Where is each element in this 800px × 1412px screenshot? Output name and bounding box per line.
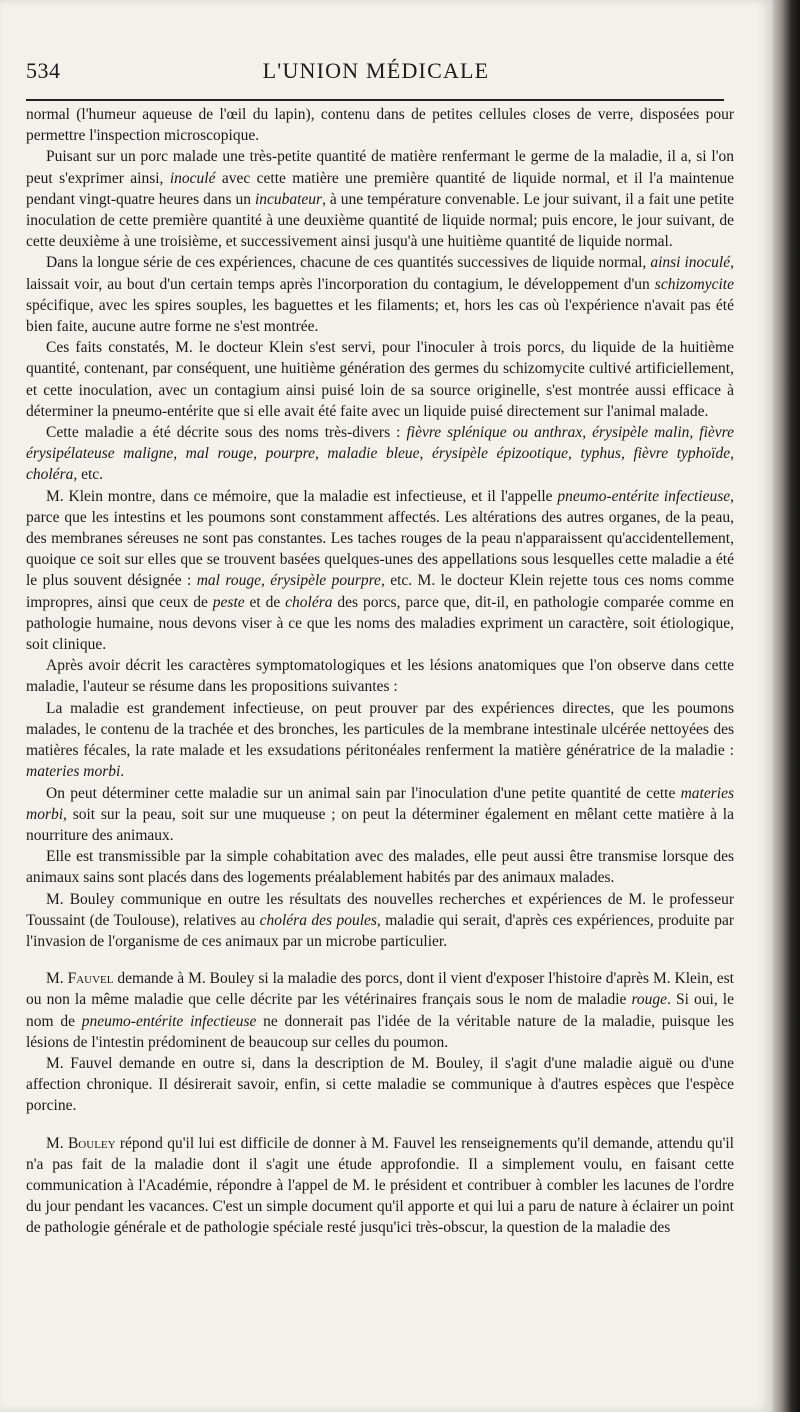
text-run: et de (244, 593, 286, 611)
text-run: , soit sur la peau, soit sur une muqueuse ; on peut la déterminer également en mêlant cette matière à la nourriture des animaux. (26, 805, 734, 844)
paragraph (26, 655, 734, 697)
article-body (26, 104, 734, 1239)
paragraph (26, 252, 734, 337)
italic-text: pneumo-entérite infectieuse (557, 487, 731, 505)
italic-text: materies morbi (26, 784, 734, 823)
text-run: demande à M. Bouley si la maladie des porcs, dont il vient d'exposer l'histoire d'après M. Klein, est ou non la même maladie que celle décrite par les vétérinaires français sous le nom de maladie (26, 970, 734, 1009)
text-run: normal (l'humeur aqueuse de l'œil du lapin), contenu dans de petites cellules closes de verre, disposées pour permettre l'inspection microscopique. (26, 106, 734, 145)
page-header (26, 58, 726, 88)
page-number: 534 (26, 58, 61, 83)
italic-text: incubateur (254, 190, 323, 208)
text-run: La maladie est grandement infectieuse, on peut prouver par des expériences directes, que les poumons malades, le contenu de la trachée et des bronches, les particules de la membrane intestinale ulcérée nettoyées des matières fécales, la rate malade et les exsudations péritonéales renferment la matière génératrice de la maladie : (26, 699, 734, 760)
italic-text: rouge (631, 991, 668, 1009)
text-run: Cette maladie a été décrite sous des noms très-divers : (46, 424, 407, 442)
paragraph (26, 1133, 734, 1239)
text-run: Dans la longue série de ces expériences, chacune de ces quantités successives de liquide normal, (46, 254, 651, 272)
text-run: . Si oui, le nom de (26, 991, 734, 1030)
paragraph (26, 1053, 734, 1117)
paragraph (26, 783, 734, 847)
text-run: M. Fauvel demande en outre si, dans la description de M. Bouley, il s'agit d'une maladie aiguë ou d'une affection chronique. Il désirerait savoir, enfin, si cette maladie se communique à d'autres espèces que l'espèce porcine. (26, 1054, 734, 1115)
italic-text: mal rouge, érysipèle pourpre (196, 572, 381, 590)
paragraph (26, 698, 734, 783)
speaker-name: Bouley (67, 1134, 116, 1152)
text-run: Puisant sur un porc malade une très-petite quantité de matière renfermant le germe de la maladie, il a, si l'on peut s'exprimer ainsi, (26, 148, 734, 187)
italic-text: peste (212, 593, 245, 611)
text-run: , parce que les intestins et les poumons sont constamment affectés. Les altérations des autres organes, de la peau, des membranes séreuses ne sont pas constantes. Les taches rouges de la peau n'apparaissent qu'accidentellement, quoique ce soit sur elles que se trouvent basées quelques-unes des appellations sous lesquelles cette maladie a été le plus souvent désignée : (26, 487, 734, 590)
text-run: Ces faits constatés, M. le docteur Klein s'est servi, pour l'inoculer à trois porcs, du liquide de la huitième quantité, contenant, par conséquent, une huitième génération des germes du schizomycite cultivé artificiellement, et cette inoculation, avec un contagium ainsi puisé loin de sa source originelle, s'est montrée aussi efficace à déterminer la pneumo-entérite que si elle avait été faite avec un liquide puisé directement sur l'animal malade. (26, 339, 734, 420)
italic-text: schizomycite (654, 275, 734, 293)
text-run: M. (46, 1134, 68, 1152)
paragraph (26, 104, 734, 146)
text-run: M. Klein montre, dans ce mémoire, que la maladie est infectieuse, et il l'appelle (46, 487, 558, 505)
paragraph (26, 337, 734, 422)
text-run: répond qu'il lui est difficile de donner à M. Fauvel les renseignements qu'il demande, attendu qu'il n'a pas fait de la maladie dont il s'agit une étude approfondie. Il a simplement voulu, en faisant cette communication à l'Académie, répondre à l'appel de M. le président et contribuer à combler les lacunes de l'ordre du jour pendant les vacances. C'est un simple document qu'il apporte et qui lui a paru de nature à éclairer un point de pathologie générale et de pathologie spéciale resté jusqu'ici très-obscur, la question de la maladie des (26, 1134, 734, 1237)
italic-text: inoculé (169, 169, 216, 187)
paragraph (26, 422, 734, 486)
text-run: M. Bouley communique en outre les résultats des nouvelles recherches et expériences de M. le professeur Toussaint (de Toulouse), relatives au (26, 890, 734, 929)
text-run: Après avoir décrit les caractères symptomatologiques et les lésions anatomiques que l'on observe dans cette maladie, l'auteur se résume dans les propositions suivantes : (26, 657, 734, 696)
text-run: avec cette matière une première quantité de liquide normal, et il l'a maintenue pendant vingt-quatre heures dans un (26, 169, 734, 208)
text-run: ne donnerait pas l'idée de la véritable nature de la maladie, puisque les lésions de l'intestin prédominent de beaucoup sur celles du poumon. (26, 1012, 735, 1051)
italic-text: materies morbi (26, 763, 121, 781)
text-run: , laissait voir, au bout d'un certain temps après l'incorporation du contagium, le développement d'un (26, 254, 734, 293)
text-run: spécifique, avec les spires souples, les baguettes et les filaments; et, hors les cas où l'expérience n'avait pas été bien faite, aucune autre forme ne s'est montrée. (26, 296, 734, 336)
paragraph (26, 968, 734, 1053)
text-run: . (120, 763, 125, 781)
paragraph (26, 889, 734, 953)
text-run: On peut déterminer cette maladie sur un animal sain par l'inoculation d'une petite quantité de cette (46, 784, 681, 802)
text-run: Elle est transmissible par la simple cohabitation avec des malades, elle peut aussi être transmise lorsque des animaux sains sont placés dans des logements préalablement habités par des animaux malades. (26, 848, 734, 887)
text-run: M. (46, 970, 68, 988)
header-rule (26, 99, 724, 101)
text-run: , maladie qui serait, d'après ces expériences, produite par l'invasion de l'organisme de ces animaux par un microbe particulier. (26, 911, 734, 950)
journal-title: L'UNION MÉDICALE (262, 58, 490, 83)
text-run: , etc. M. le docteur Klein rejette tous ces noms comme impropres, ainsi que ceux de (26, 572, 734, 611)
italic-text: choléra des poules (259, 911, 377, 929)
speaker-name: Fauvel (67, 970, 114, 988)
paragraph (26, 146, 734, 252)
page-edge (772, 0, 800, 1412)
paragraph (26, 846, 734, 888)
italic-text: choléra (285, 593, 333, 611)
italic-text: fièvre splénique ou anthrax, érysipèle malin, fièvre érysipélateuse maligne, mal rouge, pourpre, maladie bleue, érysipèle épizootique, typhus, fièvre typhoïde, choléra, (26, 424, 735, 484)
paragraph (26, 486, 734, 656)
italic-text: pneumo-entérite infectieuse (81, 1012, 257, 1030)
text-run: etc. (77, 466, 104, 484)
text-run: , à une température convenable. Le jour suivant, il a fait une petite inoculation de cette première quantité à une deuxième quantité de liquide normal; puis encore, le jour suivant, de cette deuxième à une troisième, et successivement ainsi jusqu'à une huitième quantité de liquide normal. (26, 190, 735, 251)
italic-text: ainsi inoculé (650, 254, 731, 272)
text-run: des porcs, parce que, dit-il, en pathologie comparée comme en pathologie humaine, nous devons viser à ce que les noms des maladies expriment un caractère, soit étiologique, soit clinique. (26, 593, 735, 654)
